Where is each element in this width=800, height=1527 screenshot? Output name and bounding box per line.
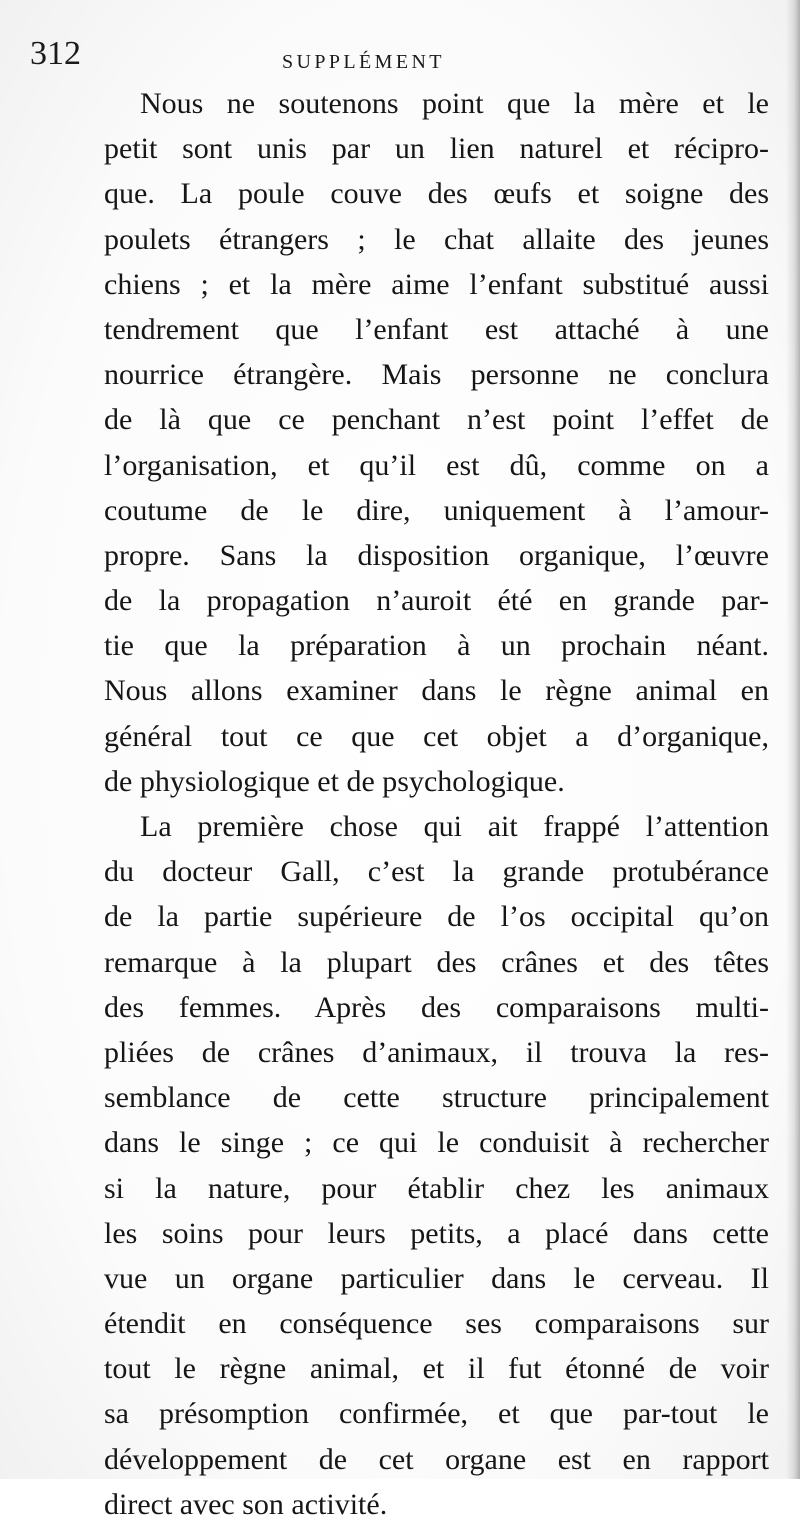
text-line: poulets étrangers ; le chat allaite des jeunes <box>104 222 769 256</box>
text-line: du docteur Gall, c’est la grande protubérance <box>104 855 769 889</box>
running-title: SUPPLÉMENT <box>282 51 445 73</box>
text-line: tendrement que l’enfant est attaché à une <box>104 312 769 346</box>
text-line: La première chose qui ait frappé l’attention <box>140 810 769 843</box>
text-line: Nous ne soutenons point que la mère et le <box>140 87 769 120</box>
text-line: que. La poule couve des œufs et soigne des <box>104 177 769 211</box>
body-text <box>104 81 769 1527</box>
text-line: petit sont unis par un lien naturel et récipro- <box>104 132 769 166</box>
text-line: vue un organe particulier dans le cerveau. Il <box>104 1261 769 1295</box>
text-line: de la partie supérieure de l’os occipital qu’on <box>104 900 769 934</box>
text-line: Nous allons examiner dans le règne animal en <box>104 674 769 708</box>
text-line: étendit en conséquence ses comparaisons sur <box>104 1307 769 1341</box>
text-line: tout le règne animal, et il fut étonné de voir <box>104 1352 769 1386</box>
text-line: nourrice étrangère. Mais personne ne conclura <box>104 358 769 392</box>
text-line: pliées de crânes d’animaux, il trouva la res- <box>104 1035 769 1069</box>
text-line: remarque à la plupart des crânes et des têtes <box>104 945 769 979</box>
text-line: les soins pour leurs petits, a placé dans cette <box>104 1216 769 1250</box>
text-line: tie que la préparation à un prochain néant. <box>104 629 769 663</box>
text-line: si la nature, pour établir chez les animaux <box>104 1171 769 1205</box>
text-line: de physiologique et de psychologique. <box>104 764 565 798</box>
text-line: semblance de cette structure principalement <box>104 1081 769 1115</box>
text-line: développement de cet organe est en rapport <box>104 1442 769 1476</box>
paragraph <box>104 81 769 804</box>
text-line: dans le singe ; ce qui le conduisit à rechercher <box>104 1126 769 1160</box>
text-line: coutume de le dire, uniquement à l’amour- <box>104 493 769 527</box>
text-line: de la propagation n’auroit été en grande par- <box>104 584 769 618</box>
page-number: 312 <box>30 35 81 72</box>
paragraph <box>104 804 769 1527</box>
text-line: propre. Sans la disposition organique, l’œuvre <box>104 538 769 572</box>
text-line: l’organisation, et qu’il est dû, comme on a <box>104 448 769 482</box>
text-line: chiens ; et la mère aime l’enfant substitué aussi <box>104 267 769 301</box>
text-line: de là que ce penchant n’est point l’effet de <box>104 403 769 437</box>
text-line: direct avec son activité. <box>104 1487 388 1521</box>
text-line: général tout ce que cet objet a d’organique, <box>104 719 769 753</box>
text-line: des femmes. Après des comparaisons multi- <box>104 990 769 1024</box>
page-edge-shadow <box>786 0 800 1479</box>
text-line: sa présomption confirmée, et que par-tout le <box>104 1397 769 1431</box>
